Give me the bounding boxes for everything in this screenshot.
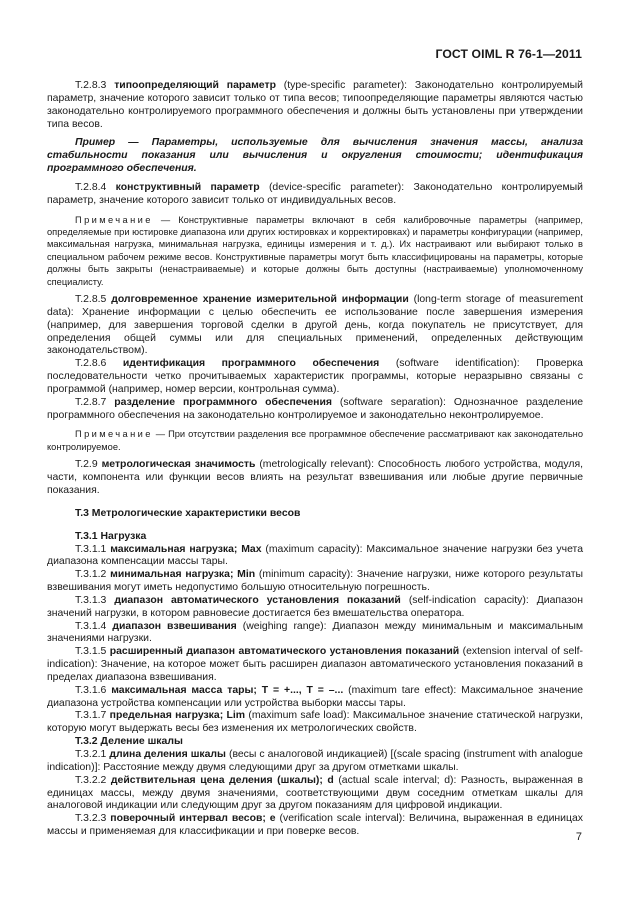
clause-body: (minimum capacity): Значение нагрузки, ниже которого результаты взвешивания могут иметь недопустимо большую относительную погрешность. xyxy=(47,569,583,594)
clause-body: (software separation): Однозначное разделение программного обеспечения на законодательно контролируемое и законодательно неконтролируемое. xyxy=(47,396,583,421)
clause-term: разделение программного обеспечения xyxy=(114,396,332,408)
clause-term: действительная цена деления (шкалы); d xyxy=(110,774,334,786)
clause-t3-1-7 xyxy=(47,710,583,736)
clause-term: метрологическая значимость xyxy=(101,459,256,471)
clause-body: (self-indication capacity): Диапазон значений нагрузки, в котором равновесие достигается без вмешательства оператора. xyxy=(47,594,583,619)
clause-body: (extension interval of self-indication): Значение, на которое может быть расширен диапазон автоматического установления показаний в пределах диапазона взвешивания. xyxy=(47,646,584,683)
clause-t3-2-1 xyxy=(47,749,583,775)
clause-body: (weighing range): Диапазон между минимальным и максимальным значениями нагрузки. xyxy=(47,620,584,645)
clause-t2-8-4 xyxy=(47,182,583,208)
example-paragraph: Пример — Параметры, используемые для вычисления значения массы, анализа стабильности показания или вычисления и округления стоимости; идентификация программного обеспечения. xyxy=(47,137,583,175)
note-body: — При отсутствии разделения все программное обеспечение рассматривают как законодательно контролируемое. xyxy=(47,429,583,452)
page-content xyxy=(47,80,583,839)
clause-term: диапазон автоматического установления показаний xyxy=(114,594,401,606)
clause-number: Т.3.1.6 xyxy=(75,684,107,696)
clause-term: максимальная масса тары; Т = +..., Т = –... xyxy=(111,684,344,696)
clause-t2-9 xyxy=(47,459,583,498)
clause-term: длина деления шкалы xyxy=(109,749,226,760)
clause-body: (maximum capacity): Максимальное значение нагрузки без учета диапазона компенсации массы тары. xyxy=(47,543,583,568)
clause-number: Т.3.1.4 xyxy=(75,620,107,632)
clause-t3-1-3 xyxy=(47,595,583,621)
clause-term: диапазон взвешивания xyxy=(112,620,237,632)
clause-number: Т.3.2.3 xyxy=(75,813,107,825)
note-label: Примечание xyxy=(75,214,153,225)
clause-number: Т.3.2.2 xyxy=(75,774,107,786)
clause-number: Т.3.1.5 xyxy=(75,646,107,658)
clause-term: предельная нагрузка; Lim xyxy=(109,710,246,722)
clause-term: максимальная нагрузка; Max xyxy=(110,543,262,555)
clause-body: (verification scale interval): Величина, выраженная в единицах массы и применяемая для классификации и при поверке весов. xyxy=(47,813,583,838)
clause-t3-2-3 xyxy=(47,813,583,839)
document-code-header: ГОСТ OIML R 76-1—2011 xyxy=(435,47,582,61)
note-paragraph xyxy=(47,428,583,453)
clause-t3-1-1 xyxy=(47,544,583,570)
page-number: 7 xyxy=(575,831,582,843)
clause-body: (actual scale interval; d): Разность, выраженная в единицах массы, между двумя значениями, соответствующими двум соседним отметкам шкалы для аналоговой индикации или следующим друг за другом показаниям для цифровой индикации. xyxy=(47,774,583,812)
section-heading-t3: Т.3 Метрологические характеристики весов xyxy=(75,507,301,519)
clause-term: типоопределяющий параметр xyxy=(114,80,276,91)
clause-term: долговременное хранение измерительной информации xyxy=(111,294,409,306)
clause-number: Т.3.1.3 xyxy=(75,594,107,606)
clause-number: Т.3.1.7 xyxy=(75,710,107,722)
clause-term: идентификация программного обеспечения xyxy=(122,358,380,370)
clause-body: (metrologically relevant): Способность любого устройства, модуля, части, компонента или функции весов влиять на результат взвешивания или любые другие первичные показания. xyxy=(47,459,584,496)
clause-body: (maximum safe load): Максимальное значение статической нагрузки, которую могут выдержать весы без изменения их метрологических свойств. xyxy=(47,710,583,735)
clause-number: Т.2.9 xyxy=(75,459,98,471)
clause-body: (maximum tare effect): Максимальное значение диапазона устройства компенсации или устройства выборки массы тары. xyxy=(47,684,583,709)
note-label: Примечание xyxy=(75,429,153,440)
clause-number: Т.2.8.6 xyxy=(75,358,107,370)
clause-t3-1-4 xyxy=(47,621,583,647)
clause-body: (весы с аналоговой индикацией) [(scale spacing (instrument with analogue indication)]: Расстояние между двумя следующими друг за другом отметками шкалы. xyxy=(47,749,583,773)
clause-number: Т.3.1.2 xyxy=(75,569,107,581)
clause-t3-1-5 xyxy=(47,646,583,685)
clause-body: (long-term storage of measurement data): Хранение информации с целью обеспечить ее использование после завершения измерения (например, для завершения торговой сделки в другой день, когда покупатель не присутствует, для определения общей суммы или для специальных применений, определенных действующим законодательством). xyxy=(47,294,583,357)
clause-t3-1-2 xyxy=(47,569,583,595)
clause-body: (type-specific parameter): Законодательно контролируемый параметр, значение которого зависит только от типа весов; типоопределяющие параметры являются частью законодательно контролируемого программного обеспечения и должны быть установлены при утверждении типа весов. xyxy=(47,80,583,130)
note-body: — Конструктивные параметры включают в себя калибровочные параметры (например, определяемые при юстировке диапазона или других юстировках и корректировках) и параметры конфигурации (например, максимальная нагрузка, минимальная нагрузка, единицы измерения и т. д.). Их настраивают или выбирают только в специальном рабочем режиме весов. Конструктивные параметры могут быть классифицированы на параметры, которые должны быть закрыты (ненастраиваемые) и которые должны быть доступны (настраиваемые) уполномоченному специалисту. xyxy=(47,214,583,287)
clause-number: Т.2.8.5 xyxy=(75,294,107,306)
clause-number: Т.3.1.1 xyxy=(75,543,107,555)
clause-t3-1-6 xyxy=(47,685,583,711)
note-paragraph xyxy=(47,214,583,288)
clause-number: Т.2.8.4 xyxy=(75,181,107,193)
clause-t2-8-5 xyxy=(47,294,583,358)
clause-term: минимальная нагрузка; Min xyxy=(110,569,256,581)
clause-number: Т.2.8.3 xyxy=(75,80,107,91)
clause-t2-8-7 xyxy=(47,397,583,423)
clause-number: Т.2.8.7 xyxy=(75,396,107,408)
subsection-heading-t3-1: Т.3.1 Нагрузка xyxy=(75,530,147,542)
clause-body: (device-specific parameter): Законодательно контролируемый параметр, значение которого зависит только от индивидуальных весов. xyxy=(47,181,583,206)
clause-term: поверочный интервал весов; е xyxy=(110,813,276,825)
clause-number: Т.3.2.1 xyxy=(75,749,107,760)
clause-t2-8-6 xyxy=(47,358,583,397)
clause-term: конструктивный параметр xyxy=(115,181,260,193)
clause-term: расширенный диапазон автоматического установления показаний xyxy=(109,646,460,658)
clause-body: (software identification): Проверка последовательности четко прочитываемых характеристик программы, которые неразрывно связаны с программой (например, номер версии, контрольная сумма). xyxy=(47,358,583,395)
subsection-heading-t3-2: Т.3.2 Деление шкалы xyxy=(75,736,183,748)
clause-t2-8-3 xyxy=(47,80,583,131)
clause-t3-2-2 xyxy=(47,775,583,814)
